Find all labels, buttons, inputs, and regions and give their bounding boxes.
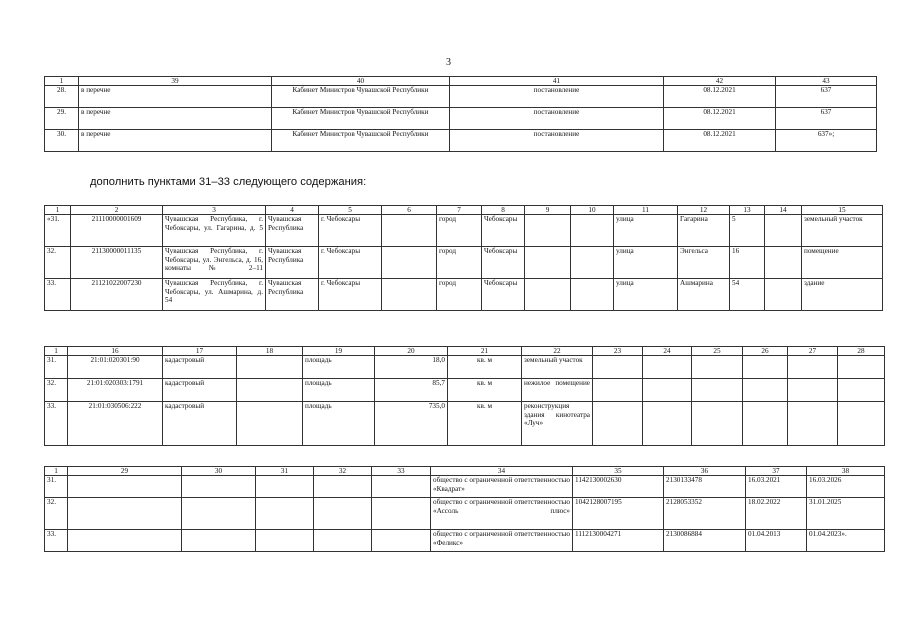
table-cell: город: [437, 215, 482, 247]
table-cell: площадь: [303, 379, 375, 402]
table-cell: Чувашская Республика: [266, 247, 319, 279]
table-cell: [372, 530, 431, 552]
table-cell: 16.03.2026: [807, 476, 885, 498]
table-cell: 1142130002630: [573, 476, 664, 498]
table-cell: 08.12.2021: [664, 130, 776, 152]
table-cell: [372, 476, 431, 498]
table-cell: [743, 402, 788, 446]
table-cell: [372, 498, 431, 530]
table-cell: 01.04.2023».: [807, 530, 885, 552]
row-number: 31.: [45, 476, 68, 498]
table-cell: [525, 247, 571, 279]
table-cell: Кабинет Министров Чувашской Республики: [272, 130, 450, 152]
column-header: 22: [522, 347, 593, 356]
table-cell: [182, 476, 256, 498]
table-cell: 637: [776, 108, 877, 130]
column-header: 24: [643, 347, 692, 356]
table-cell: [692, 356, 743, 379]
table-cell: 01.04.2013: [746, 530, 807, 552]
table-cell: Энгельса: [678, 247, 730, 279]
table-cell: реконструкция здания кинотеатра «Луч»: [522, 402, 593, 446]
column-header: 32: [314, 467, 372, 476]
table-cell: площадь: [303, 402, 375, 446]
column-header: 14: [765, 206, 802, 215]
table-cell: Чебоксары: [482, 279, 525, 311]
table-cell: Чебоксары: [482, 247, 525, 279]
table-cell: [256, 476, 314, 498]
table-cell: общество с ограниченной ответственностью «Феликс»: [431, 530, 573, 552]
column-header: 36: [664, 467, 746, 476]
table-cell: 735,0: [375, 402, 448, 446]
table-cell: [68, 476, 182, 498]
row-number: 32.: [45, 247, 71, 279]
table-cell: [68, 498, 182, 530]
column-header: 29: [68, 467, 182, 476]
table-cell: [838, 356, 885, 379]
table-row: [45, 530, 885, 552]
table-cell: улица: [614, 279, 678, 311]
column-header: 12: [678, 206, 730, 215]
table-cell: в перечне: [79, 86, 272, 108]
table-cell: [692, 379, 743, 402]
column-header: 2: [71, 206, 163, 215]
table-cell: земельный участок: [802, 215, 883, 247]
table-cell: 637»;: [776, 130, 877, 152]
table-header-row: [45, 467, 885, 476]
table-cell: [788, 356, 838, 379]
column-header: 31: [256, 467, 314, 476]
table-cell: 21121022007230: [71, 279, 163, 311]
table-row: [45, 247, 883, 279]
column-header: 11: [614, 206, 678, 215]
column-header: 43: [776, 77, 877, 86]
page-number: 3: [446, 57, 451, 68]
intro-text: дополнить пунктами 31–33 следующего содержания:: [90, 176, 367, 188]
table-cell: 85,7: [375, 379, 448, 402]
column-header: 1: [45, 77, 79, 86]
column-header: 6: [382, 206, 437, 215]
table-cell: 21:01:020303:1791: [68, 379, 163, 402]
row-number: 32.: [45, 379, 68, 402]
table-cell: здание: [802, 279, 883, 311]
column-header: 7: [437, 206, 482, 215]
row-number: 33.: [45, 279, 71, 311]
table-cell: 21:01:030506:222: [68, 402, 163, 446]
column-header: 28: [838, 347, 885, 356]
table-cell: Гагарина: [678, 215, 730, 247]
column-header: 38: [807, 467, 885, 476]
table-cell: Чувашская Республика, г. Чебоксары, ул. Ашмарина, д. 54: [163, 279, 266, 311]
table-cell: [788, 402, 838, 446]
table-cell: Кабинет Министров Чувашской Республики: [272, 108, 450, 130]
row-number: «31.: [45, 215, 71, 247]
table-header-row: [45, 77, 877, 86]
table-cell: постановление: [450, 130, 664, 152]
table-cell: [838, 379, 885, 402]
table-cell: кадастровый: [163, 379, 237, 402]
column-header: 19: [303, 347, 375, 356]
table-row: [45, 215, 883, 247]
row-number: 32.: [45, 498, 68, 530]
column-header: 20: [375, 347, 448, 356]
column-header: 5: [319, 206, 382, 215]
table-cell: 18,0: [375, 356, 448, 379]
table-columns-1-15: [44, 205, 883, 311]
table-cell: [182, 498, 256, 530]
table-cell: [525, 215, 571, 247]
table-cell: [643, 379, 692, 402]
table-cell: [256, 498, 314, 530]
table-cell: [838, 402, 885, 446]
table-cell: земельный участок: [522, 356, 593, 379]
table-cell: Чебоксары: [482, 215, 525, 247]
table-cell: г. Чебоксары: [319, 247, 382, 279]
column-header: 40: [272, 77, 450, 86]
table-cell: [237, 402, 303, 446]
column-header: 30: [182, 467, 256, 476]
table-cell: [256, 530, 314, 552]
column-header: 15: [802, 206, 883, 215]
table-row: [45, 498, 885, 530]
table-cell: 16: [730, 247, 765, 279]
column-header: 9: [525, 206, 571, 215]
table-cell: [314, 530, 372, 552]
table-cell: 2128053352: [664, 498, 746, 530]
column-header: 26: [743, 347, 788, 356]
column-header: 27: [788, 347, 838, 356]
table-cell: город: [437, 247, 482, 279]
table-row: [45, 108, 877, 130]
table-row: [45, 130, 877, 152]
table-cell: площадь: [303, 356, 375, 379]
table-cell: 2130086884: [664, 530, 746, 552]
table-cell: кв. м: [448, 379, 522, 402]
column-header: 25: [692, 347, 743, 356]
column-header: 4: [266, 206, 319, 215]
table-cell: 18.02.2022: [746, 498, 807, 530]
table-cell: 2130133478: [664, 476, 746, 498]
table-columns-29-38: [44, 466, 885, 552]
table-cell: общество с ограниченной ответственностью «Ассоль плюс»: [431, 498, 573, 530]
table-cell: г. Чебоксары: [319, 279, 382, 311]
table-cell: [68, 530, 182, 552]
table-cell: в перечне: [79, 108, 272, 130]
table-cell: [314, 498, 372, 530]
table-cell: в перечне: [79, 130, 272, 152]
column-header: 41: [450, 77, 664, 86]
table-cell: [593, 356, 643, 379]
table-cell: [643, 402, 692, 446]
table-cell: 1112130004271: [573, 530, 664, 552]
table-cell: 5: [730, 215, 765, 247]
table-cell: 21110000001609: [71, 215, 163, 247]
table-cell: [743, 379, 788, 402]
table-cell: постановление: [450, 86, 664, 108]
table-cell: [314, 476, 372, 498]
column-header: 18: [237, 347, 303, 356]
table-cell: [765, 247, 802, 279]
table-cell: [571, 247, 614, 279]
column-header: 35: [573, 467, 664, 476]
table-cell: 08.12.2021: [664, 86, 776, 108]
row-number: 29.: [45, 108, 79, 130]
column-header: 1: [45, 467, 68, 476]
table-cell: [182, 530, 256, 552]
table-cell: [382, 247, 437, 279]
table-cell: кв. м: [448, 402, 522, 446]
column-header: 33: [372, 467, 431, 476]
table-cell: [743, 356, 788, 379]
column-header: 42: [664, 77, 776, 86]
table-cell: 21130000011135: [71, 247, 163, 279]
table-cell: нежилое помещение: [522, 379, 593, 402]
row-number: 33.: [45, 530, 68, 552]
table-cell: [571, 215, 614, 247]
table-cell: [593, 402, 643, 446]
table-cell: Чувашская Республика: [266, 215, 319, 247]
table-cell: [765, 215, 802, 247]
column-header: 10: [571, 206, 614, 215]
column-header: 37: [746, 467, 807, 476]
table-cell: г. Чебоксары: [319, 215, 382, 247]
table-cell: [788, 379, 838, 402]
table-cell: улица: [614, 215, 678, 247]
column-header: 34: [431, 467, 573, 476]
table-row: [45, 279, 883, 311]
table-cell: 08.12.2021: [664, 108, 776, 130]
column-header: 3: [163, 206, 266, 215]
table-cell: 1042128007195: [573, 498, 664, 530]
row-number: 31.: [45, 356, 68, 379]
column-header: 39: [79, 77, 272, 86]
table-cell: 21:01:020301:90: [68, 356, 163, 379]
row-number: 33.: [45, 402, 68, 446]
table-row: [45, 402, 885, 446]
table-columns-16-28: [44, 346, 885, 446]
table-cell: [382, 215, 437, 247]
table-row: [45, 356, 885, 379]
table-cell: 31.01.2025: [807, 498, 885, 530]
table-cell: 637: [776, 86, 877, 108]
table-header-row: [45, 206, 883, 215]
table-cell: [692, 402, 743, 446]
column-header: 16: [68, 347, 163, 356]
table-cell: [593, 379, 643, 402]
table-cell: кв. м: [448, 356, 522, 379]
table-cell: помещение: [802, 247, 883, 279]
table-cell: кадастровый: [163, 356, 237, 379]
column-header: 13: [730, 206, 765, 215]
column-header: 1: [45, 347, 68, 356]
table-row: [45, 86, 877, 108]
table-cell: [643, 356, 692, 379]
row-number: 28.: [45, 86, 79, 108]
table-header-row: [45, 347, 885, 356]
table-row: [45, 476, 885, 498]
table-cell: постановление: [450, 108, 664, 130]
table-cell: Кабинет Министров Чувашской Республики: [272, 86, 450, 108]
table-cell: город: [437, 279, 482, 311]
table-cell: [382, 279, 437, 311]
table-cell: [237, 356, 303, 379]
table-cell: [765, 279, 802, 311]
column-header: 1: [45, 206, 71, 215]
column-header: 8: [482, 206, 525, 215]
row-number: 30.: [45, 130, 79, 152]
table-cell: улица: [614, 247, 678, 279]
table-cell: [237, 379, 303, 402]
table-cell: 54: [730, 279, 765, 311]
column-header: 17: [163, 347, 237, 356]
table-row: [45, 379, 885, 402]
table-cell: Ашмарина: [678, 279, 730, 311]
column-header: 21: [448, 347, 522, 356]
table-cell: Чувашская Республика, г. Чебоксары, ул. Гагарина, д. 5: [163, 215, 266, 247]
table-cell: Чувашская Республика, г. Чебоксары, ул. Энгельса, д. 16, комнаты № 2–11: [163, 247, 266, 279]
table-continuation-39-43: [44, 76, 877, 152]
table-cell: общество с ограниченной ответственностью «Квадрат»: [431, 476, 573, 498]
column-header: 23: [593, 347, 643, 356]
table-cell: кадастровый: [163, 402, 237, 446]
table-cell: [525, 279, 571, 311]
table-cell: [571, 279, 614, 311]
table-cell: 16.03.2021: [746, 476, 807, 498]
table-cell: Чувашская Республика: [266, 279, 319, 311]
